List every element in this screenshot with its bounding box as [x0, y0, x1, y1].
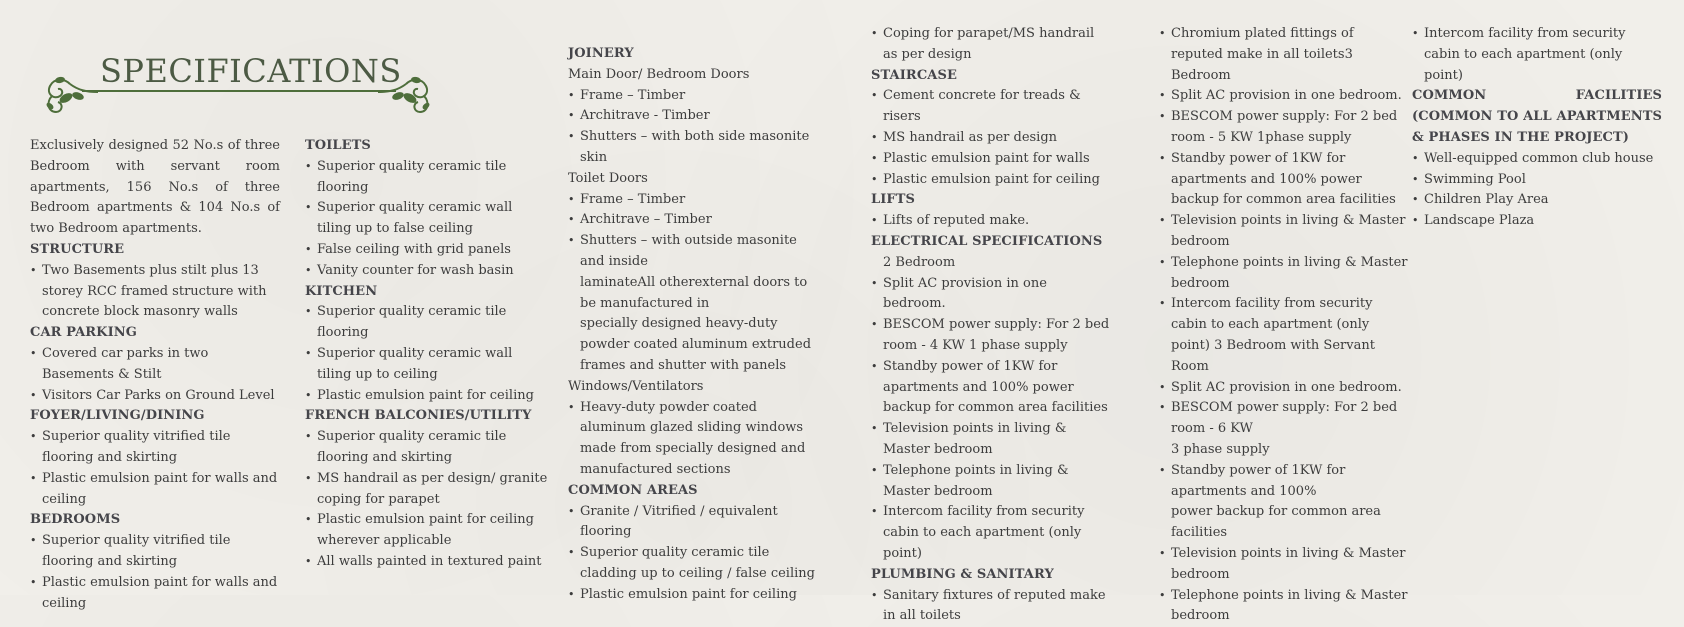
- list-item: • Swimming Pool: [1412, 170, 1662, 191]
- title-rule: [82, 90, 396, 92]
- subheading-2-bedroom: 2 Bedroom: [883, 254, 956, 270]
- heading-foyer: FOYER/LIVING/DINING: [30, 408, 205, 424]
- intro-text: Exclusively designed 52 No.s of three Bedroom with servant room apartments, 156 No.s of three Bedroom apartments & 104 No.s of two Bedroom apartments.: [30, 138, 280, 237]
- list-item: • Telephone points in living & Master bedroom: [871, 461, 1111, 503]
- heading-lifts: LIFTS: [871, 192, 916, 208]
- list-item: • Superior quality ceramic tile flooring: [305, 302, 550, 344]
- list-item: • Standby power of 1KW for apartments and 100% power backup for common area facilities: [1159, 149, 1409, 211]
- list-item: • Superior quality ceramic tile flooring: [305, 157, 550, 199]
- list-item: • Plastic emulsion paint for walls and ceiling: [30, 573, 280, 615]
- list-item: • Intercom facility from security cabin to each apartment (only point): [1412, 24, 1662, 86]
- common-facilities-list: [1412, 149, 1662, 232]
- points-list: [1159, 544, 1409, 627]
- bedrooms-list: [30, 531, 280, 614]
- laminate-text-2: specially designed heavy-duty powder coated aluminum extruded frames and shutter with panels: [580, 316, 812, 373]
- toilets-list: [305, 157, 550, 282]
- list-item: • Plastic emulsion paint for ceiling: [568, 585, 818, 606]
- list-item: • Two Basements plus stilt plus 13 storey RCC framed structure with concrete block masonry walls: [30, 261, 280, 323]
- heading-toilets: TOILETS: [305, 138, 371, 153]
- list-item: • MS handrail as per design/ granite coping for parapet: [305, 469, 550, 511]
- list-item: • Lifts of reputed make.: [871, 211, 1111, 232]
- column-5: [1159, 24, 1409, 627]
- list-item: • False ceiling with grid panels: [305, 240, 550, 261]
- column-6: [1412, 24, 1662, 232]
- list-item: • Split AC provision in one bedroom.: [1159, 86, 1409, 107]
- heading-electrical: ELECTRICAL SPECIFICATIONS: [871, 233, 1103, 249]
- foyer-list: [30, 427, 280, 510]
- list-item: • Visitors Car Parks on Ground Level: [30, 386, 280, 407]
- list-item: • Shutters – with outside masonite and inside: [568, 231, 818, 273]
- intercom-list: [1412, 24, 1662, 86]
- list-item: • Plastic emulsion paint for walls and ceiling: [30, 469, 280, 511]
- french-list: [305, 427, 550, 573]
- list-item: • BESCOM power supply: For 2 bed room - 5 KW 1phase supply: [1159, 107, 1409, 149]
- structure-list: [30, 261, 280, 323]
- electrical-list-2: [871, 419, 1111, 565]
- list-item: • Sanitary fixtures of reputed make in all toilets: [871, 586, 1111, 627]
- leaf-flourish-icon: [42, 74, 104, 116]
- electrical-list: [871, 274, 1111, 399]
- parking-list: [30, 344, 280, 406]
- list-item: • Architrave – Timber: [568, 210, 818, 231]
- list-item: • Intercom facility from security cabin to each apartment (only point) 3 Bedroom with Servant Room: [1159, 294, 1409, 377]
- page-title: SPECIFICATIONS: [100, 52, 402, 90]
- list-item: • Telephone points in living & Master bedroom: [1159, 253, 1409, 295]
- kitchen-list: [305, 302, 550, 406]
- list-item: • Superior quality ceramic tile cladding up to ceiling / false ceiling: [568, 543, 818, 585]
- subheading-main-door: Main Door/ Bedroom Doors: [568, 66, 750, 82]
- windows-list: [568, 398, 818, 481]
- list-item: • Telephone points in living & Master bedroom: [1159, 586, 1409, 627]
- list-item: • Well-equipped common club house: [1412, 149, 1662, 170]
- heading-bedrooms: BEDROOMS: [30, 512, 121, 528]
- phase-supply-text: 3 phase supply: [1171, 441, 1270, 457]
- list-item: • Plastic emulsion paint for ceiling: [871, 170, 1111, 191]
- title-block: [42, 50, 432, 120]
- main-door-list: [568, 86, 818, 169]
- list-item: • Chromium plated fittings of reputed make in all toilets3 Bedroom: [1159, 24, 1409, 86]
- list-item: • Shutters – with both side masonite skin: [568, 127, 818, 169]
- list-item: • Split AC provision in one bedroom.: [1159, 378, 1409, 399]
- column-4: [871, 24, 1111, 627]
- list-item: • MS handrail as per design: [871, 128, 1111, 149]
- list-item: • Covered car parks in two Basements & Stilt: [30, 344, 280, 386]
- list-item: • Standby power of 1KW for apartments and 100% power: [871, 357, 1111, 399]
- lifts-list: [871, 211, 1111, 232]
- subheading-windows: Windows/Ventilators: [568, 378, 704, 394]
- standby-continued: power backup for common area facilities: [1171, 504, 1381, 541]
- toilet-doors-list: [568, 190, 818, 273]
- heading-car-parking: CAR PARKING: [30, 325, 137, 341]
- list-item: • Television points in living & Master bedroom: [1159, 544, 1409, 586]
- subheading-toilet-doors: Toilet Doors: [568, 170, 648, 186]
- list-item: • Superior quality vitrified tile flooring and skirting: [30, 427, 280, 469]
- heading-common-areas: COMMON AREAS: [568, 482, 698, 498]
- leaf-flourish-icon: [372, 74, 434, 116]
- list-item: • Landscape Plaza: [1412, 211, 1662, 232]
- list-item: • Intercom facility from security cabin to each apartment (only point): [871, 502, 1111, 564]
- list-item: • BESCOM power supply: For 2 bed room - 4 KW 1 phase supply: [871, 315, 1111, 357]
- list-item: • Plastic emulsion paint for ceiling wherever applicable: [305, 510, 550, 552]
- list-item: • Frame – Timber: [568, 190, 818, 211]
- staircase-list: [871, 86, 1111, 190]
- electrical-3bed-list: [1159, 24, 1409, 440]
- common-areas-list: [568, 502, 818, 606]
- coping-list: [871, 24, 1111, 66]
- list-item: • Granite / Vitrified / equivalent flooring: [568, 502, 818, 544]
- list-item: • Television points in living & Master bedroom: [871, 419, 1111, 461]
- heading-staircase: STAIRCASE: [871, 67, 957, 83]
- column-2: [305, 136, 550, 573]
- laminate-text-1: laminateAll otherexternal doors to be manufactured in: [580, 274, 808, 311]
- list-item: • Split AC provision in one bedroom.: [871, 274, 1111, 316]
- column-3: [568, 44, 818, 606]
- list-item: • Superior quality ceramic tile flooring and skirting: [305, 427, 550, 469]
- standby-list: [1159, 461, 1409, 503]
- heading-kitchen: KITCHEN: [305, 283, 378, 299]
- list-item: • Television points in living & Master bedroom: [1159, 211, 1409, 253]
- heading-joinery: JOINERY: [568, 46, 634, 61]
- list-item: • Children Play Area: [1412, 190, 1662, 211]
- list-item: • Superior quality ceramic wall tiling up to false ceiling: [305, 198, 550, 240]
- list-item: • Standby power of 1KW for apartments and 100%: [1159, 461, 1409, 503]
- list-item: • Heavy-duty powder coated aluminum glazed sliding windows made from specially designed and manufactured sections: [568, 398, 818, 481]
- list-item: • Architrave - Timber: [568, 106, 818, 127]
- heading-common-facilities: COMMON FACILITIES (COMMON TO ALL APARTMENTS & PHASES IN THE PROJECT): [1412, 88, 1662, 145]
- list-item: • All walls painted in textured paint: [305, 552, 550, 573]
- list-item: • Cement concrete for treads & risers: [871, 86, 1111, 128]
- heading-plumbing: PLUMBING & SANITARY: [871, 566, 1054, 582]
- heading-structure: STRUCTURE: [30, 241, 125, 257]
- column-1: [30, 136, 280, 614]
- list-item: • Vanity counter for wash basin: [305, 261, 550, 282]
- standby-continued: backup for common area facilities: [883, 400, 1108, 416]
- list-item: • BESCOM power supply: For 2 bed room - 6 KW: [1159, 398, 1409, 440]
- list-item: • Coping for parapet/MS handrail as per design: [871, 24, 1111, 66]
- list-item: • Frame – Timber: [568, 86, 818, 107]
- heading-french-balconies: FRENCH BALCONIES/UTILITY: [305, 408, 532, 424]
- list-item: • Superior quality vitrified tile flooring and skirting: [30, 531, 280, 573]
- list-item: • Superior quality ceramic wall tiling up to ceiling: [305, 344, 550, 386]
- list-item: • Plastic emulsion paint for ceiling: [305, 386, 550, 407]
- list-item: • Plastic emulsion paint for walls: [871, 149, 1111, 170]
- plumbing-list: [871, 586, 1111, 627]
